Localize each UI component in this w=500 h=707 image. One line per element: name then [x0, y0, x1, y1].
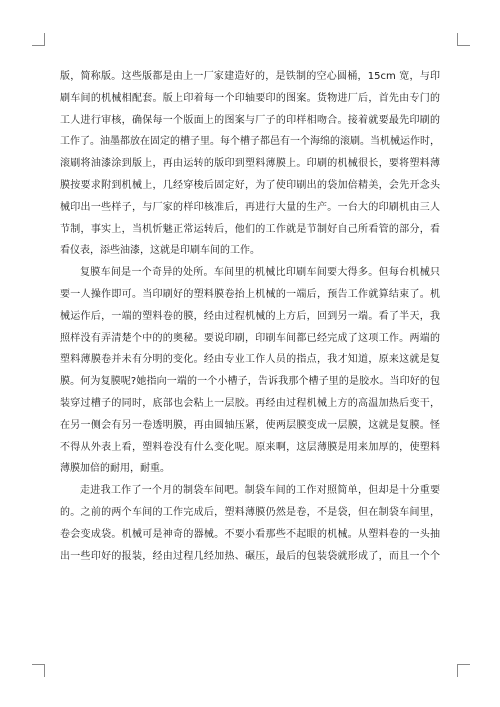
text-line: 看仪表，添些油漆，这就是印刷车间的工作。 [60, 245, 260, 257]
text-line: 卷会变成袋。机械可是神奇的器械。不要小看那些不起眼的机械。从塑料卷的一头抽 [60, 528, 440, 540]
text-line: 塑料薄膜卷并未有分明的变化。经由专业工作人员的指点，我才知道，原来这就是复 [60, 354, 440, 366]
crop-mark-bottom-left [32, 664, 45, 677]
text-line: 复膜车间是一个奇异的处所。车间里的机械比印刷车间要大得多。但每台机械只 [80, 267, 440, 279]
text-line: 节制，事实上，当机忻魅正常运转后，他们的工作就是节制好自己所看管的部分，看 [60, 223, 440, 235]
crop-mark-top-left [32, 33, 45, 46]
text-line: 刷车间的机械相配套。版上印着每一个印轴要印的图案。货物进厂后，首先由专门的 [60, 92, 440, 104]
text-line: 械运作后，一端的塑料卷的膜，经由过程机械的上方后，回到另一端。看了半天，我 [60, 310, 440, 322]
text-line: 工人进行审核，确保每一个版面上的图案与厂子的印样相吻合。接着就要最先印刷的 [60, 114, 440, 126]
text-line: 照样没有弄清楚个中的的奥秘。要说印刷，印刷车间都已经完成了这项工作。两端的 [60, 332, 440, 344]
text-line: 的。之前的两个车间的工作完成后，塑料薄膜仍然是卷，不是袋，但在制袋车间里， [60, 506, 440, 518]
text-line: 薄膜加倍的耐用，耐重。 [60, 463, 170, 475]
text-line: 膜。何为复膜呢?她指向一端的一个小槽子，告诉我那个槽子里的是胶水。当印好的包 [60, 376, 440, 388]
crop-mark-bottom-right [457, 664, 470, 677]
text-line: 版，简称版。这些版都是由上一厂家建造好的，是铁制的空心圆桶，15cm 宽，与印 [60, 71, 440, 82]
crop-mark-top-right [457, 33, 470, 46]
text-line: 要一人操作即可。当印刷好的塑料膜卷抬上机械的一端后，预告工作就算结束了。机 [60, 288, 440, 300]
text-line: 膜按要求附到机械上，几经穿梭后固定好，为了使印刷出的袋加倍精美，会先开念头 [60, 179, 440, 191]
document-body [60, 66, 440, 567]
text-line: 装穿过槽子的同时，底部也会粘上一层胶。再经由过程机械上方的高温加热后变干， [60, 397, 440, 409]
text-line: 在另一侧会有另一卷透明膜，再由圆轴压紧，使两层膜变成一层膜，这就是复膜。怪 [60, 419, 440, 431]
paragraph-printing-workshop [60, 66, 440, 262]
text-line: 工作了。油墨都放在固定的槽子里。每个槽子都邑有一个海绵的滚刷。当机械运作时， [60, 136, 440, 148]
text-line: 械印出一些样子，与厂家的样印核准后，再进行大量的生产。一台大的印刷机由三人 [60, 201, 440, 213]
text-line: 走进我工作了一个月的制袋车间吧。制袋车间的工作对照简单，但却是十分重要 [80, 485, 440, 497]
paragraph-bag-making-workshop [60, 480, 440, 567]
paragraph-laminating-workshop [60, 262, 440, 480]
text-line: 不得从外表上看，塑料卷没有什么变化呢。原来啊，这层薄膜是用来加厚的，使塑料 [60, 441, 440, 453]
text-line: 滚刷将油漆涂到版上，再由运转的版印到塑料薄膜上。印刷的机械很长，要将塑料薄 [60, 158, 440, 170]
text-line: 出一些印好的报装，经由过程几经加热、碾压，最后的包装袋就形成了，而且一个个 [60, 550, 440, 562]
